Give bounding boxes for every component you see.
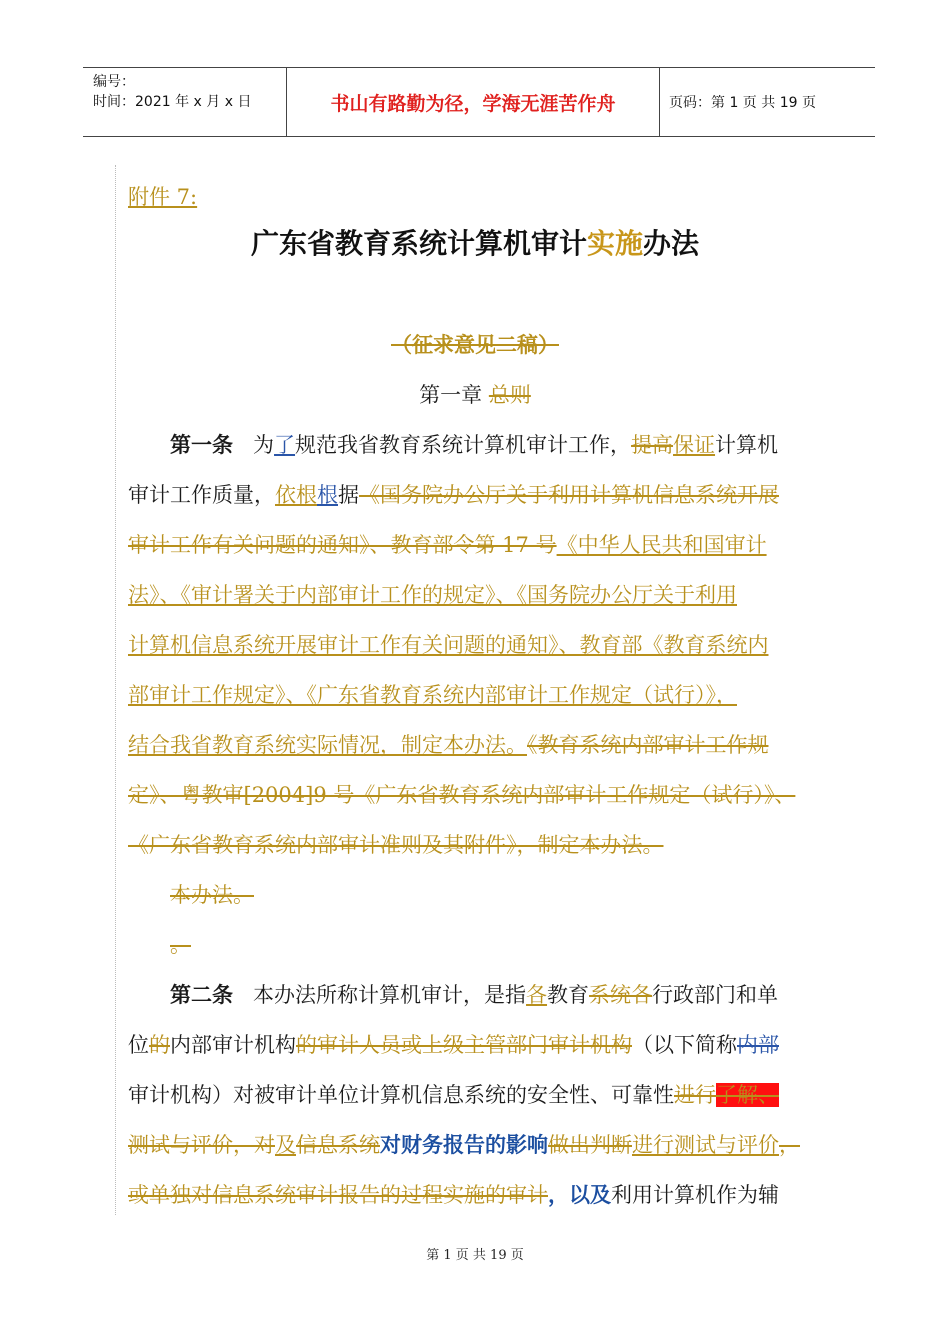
chapter-heading: 第一章 总则 [419,383,531,407]
article-2-label: 第二条 [170,982,233,1007]
document-title: 广东省教育系统计算机审计实施办法 [250,227,700,260]
header-page-info: 页码：第 1 页 共 19 页 [669,95,816,111]
attachment-label: 附件 7: [128,185,198,209]
article-1-line-7: 结合我省教育系统实际情况，制定本办法。《教育系统内部审计工作规 [128,733,769,757]
article-1-label: 第一条 [170,432,233,457]
header-motto: 书山有路勤为径，学海无涯苦作舟 [286,68,660,136]
draft-label: （征求意见二稿） [391,332,559,357]
article-2-line-4: 测试与评价，对及信息系统对财务报告的影响做出判断进行测试与评价， [128,1132,800,1157]
header-meta [93,72,251,112]
article-1-line-10: 本办法。 [170,883,254,907]
article-1-line-11: 。 [170,933,191,957]
article-1-line-9: 《广东省教育系统内部审计准则及其附件》，制定本办法。 [128,833,664,857]
article-2-line-3: 审计机构）对被审计单位计算机信息系统的安全性、可靠性进行了解、 [128,1083,779,1107]
article-1-line-8: 定》、粤教审[2004]9 号《广东省教育系统内部审计工作规定（试行）》、 [128,783,796,807]
header-number: 编号： [93,74,135,90]
article-2-line-1: 第二条 本办法所称计算机审计，是指各教育系统各行政部门和单 [170,982,779,1007]
article-2-line-2: 位的内部审计机构的审计人员或上级主管部门审计机构（以下简称内部 [128,1033,779,1057]
page-footer: 第 1 页 共 19 页 [426,1248,524,1263]
article-1-line-4: 法》、《审计署关于内部审计工作的规定》、《国务院办公厅关于利用 [128,583,737,607]
article-1-line-3: 审计工作有关问题的通知》、教育部令第 17 号《中华人民共和国审计 [128,533,767,557]
page-header [83,67,875,137]
highlighted-deletion: 了解、 [716,1083,779,1107]
article-1-line-5: 计算机信息系统开展审计工作有关问题的通知》、教育部《教育系统内 [128,633,769,657]
article-2-line-5: 或单独对信息系统审计报告的过程实施的审计，以及利用计算机作为辅 [128,1182,779,1207]
article-1-line-1: 第一条 为了规范我省教育系统计算机审计工作，提高保证计算机 [170,432,779,457]
header-date: 时间：2021 年 x 月 x 日 [93,94,252,110]
title-inserted: 实施 [586,227,643,260]
article-1-line-6: 部审计工作规定》、《广东省教育系统内部审计工作规定（试行）》， [128,683,737,707]
article-1-line-2: 审计工作质量，依根根据《国务院办公厅关于利用计算机信息系统开展 [128,483,779,507]
